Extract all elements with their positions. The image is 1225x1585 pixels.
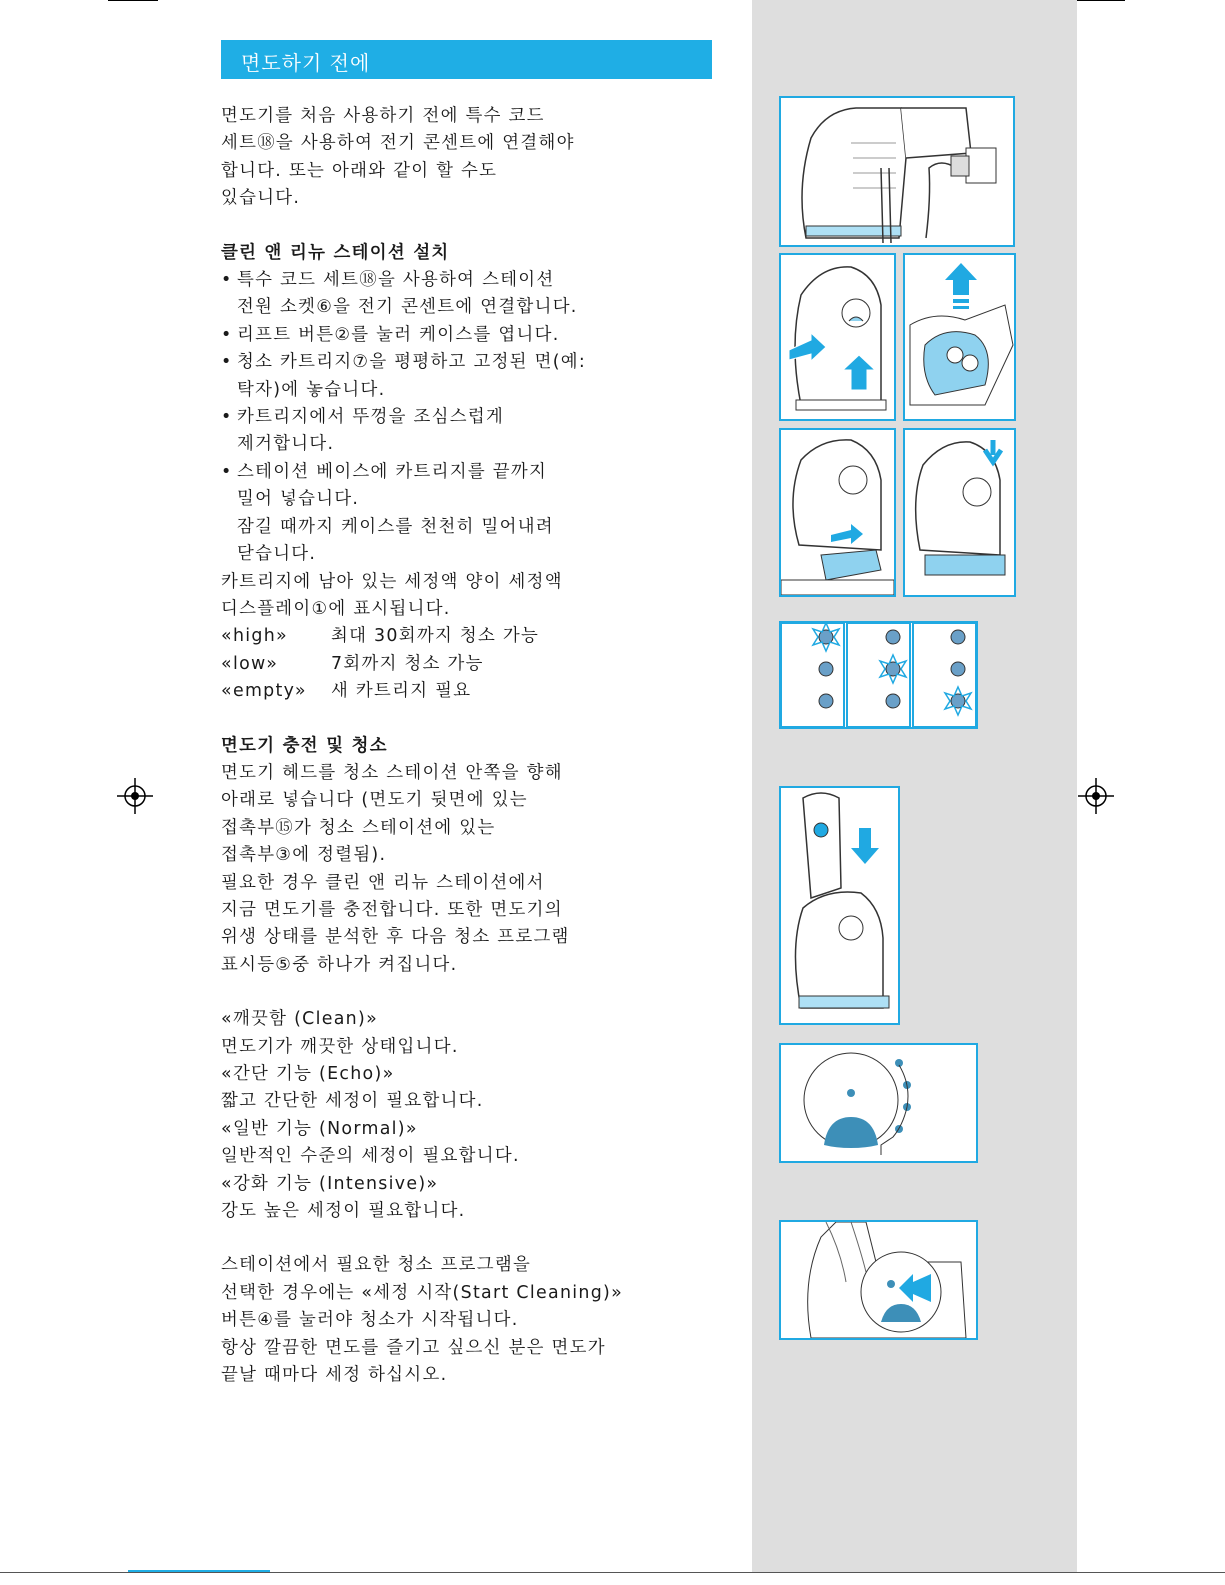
level-display-panel [779, 621, 978, 729]
charge-line: 표시등⑤중 하나가 켜집니다. [221, 954, 458, 975]
start-button-panel [779, 1220, 978, 1340]
final-line: 선택한 경우에는 «세정 시작(Start Cleaning)» [221, 1282, 624, 1303]
level-label: «low» [221, 653, 279, 674]
program-lights-panel [779, 1043, 978, 1163]
level-text: 7회까지 청소 가능 [331, 653, 484, 674]
install-heading: 클린 앤 리뉴 스테이션 설치 [221, 242, 450, 263]
program-name: «간단 기능 (Echo)» [221, 1064, 395, 1084]
cartridge-lid-illustration [905, 255, 1014, 419]
install-step-cont: 제거합니다. [237, 434, 335, 455]
program-name: «강화 기능 (Intensive)» [221, 1173, 439, 1194]
final-line: 스테이션에서 필요한 청소 프로그램을 [221, 1255, 532, 1276]
install-step: • 카트리지에서 뚜껑을 조심스럽게 [221, 404, 701, 431]
charge-line: 접촉부③에 정렬됨). [221, 845, 387, 866]
shaver-insert-illustration [781, 788, 898, 1023]
fluid-info-line: 디스플레이①에 표시됩니다. [221, 598, 451, 619]
charge-line: 지금 면도기를 충전합니다. 또한 면도기의 [221, 899, 563, 920]
level-label: «high» [221, 626, 288, 647]
charge-line: 접촉부⑮가 청소 스테이션에 있는 [221, 817, 496, 838]
shaver-insert-panel [779, 786, 900, 1025]
program-desc: 짧고 간단한 세정이 필요합니다. [221, 1091, 484, 1112]
program-desc: 강도 높은 세정이 필요합니다. [221, 1201, 466, 1222]
charge-line: 면도기 헤드를 청소 스테이션 안쪽을 향해 [221, 762, 563, 783]
registration-mark-icon [117, 778, 153, 814]
level-text: 최대 30회까지 청소 가능 [331, 626, 540, 647]
intro-line: 있습니다. [221, 188, 301, 209]
level-label: «empty» [221, 681, 307, 702]
section-title-bar [221, 40, 712, 79]
program-name: «깨끗함 (Clean)» [221, 1009, 379, 1030]
main-text-column [221, 103, 701, 1389]
charge-line: 위생 상태를 분석한 후 다음 청소 프로그램 [221, 927, 570, 948]
start-button-illustration [781, 1222, 976, 1338]
station-open-illustration [781, 255, 894, 419]
cartridge-insert-panel [779, 428, 896, 597]
section-title: 면도하기 전에 [241, 51, 371, 75]
page-bottom-accent [128, 1570, 270, 1572]
station-plug-panel [779, 96, 1015, 247]
level-text: 새 카트리지 필요 [331, 681, 472, 702]
install-close-line: 닫습니다. [237, 544, 317, 565]
final-line: 항상 깔끔한 면도를 즐기고 싶으신 분은 면도가 [221, 1337, 606, 1358]
level-row [221, 678, 701, 705]
program-name: «일반 기능 (Normal)» [221, 1118, 418, 1139]
charge-line: 아래로 넣습니다 (면도기 뒷면에 있는 [221, 790, 528, 811]
cartridge-insert-illustration [781, 430, 894, 595]
cartridge-lid-panel [903, 253, 1016, 421]
page-bottom-rule [0, 1572, 1225, 1573]
install-step-cont: 밀어 넣습니다. [237, 489, 360, 510]
install-step: • 스테이션 베이스에 카트리지를 끝까지 [221, 459, 701, 486]
intro-line: 면도기를 처음 사용하기 전에 특수 코드 [221, 106, 545, 126]
install-step: • 리프트 버튼②를 눌러 케이스를 엽니다. [221, 322, 701, 349]
install-close-line: 잠길 때까지 케이스를 천천히 밀어내려 [237, 516, 554, 537]
level-row [221, 651, 701, 678]
install-step: • 청소 카트리지⑦을 평평하고 고정된 면(예: [221, 349, 701, 376]
final-line: 끝날 때마다 세정 하십시오. [221, 1365, 448, 1386]
level-row [221, 623, 701, 650]
case-close-panel [903, 428, 1016, 597]
crop-mark [108, 0, 158, 1]
charge-heading: 면도기 충전 및 청소 [221, 735, 388, 756]
registration-mark-icon [1078, 778, 1114, 814]
final-line: 버튼④를 눌러야 청소가 시작됩니다. [221, 1310, 519, 1331]
station-plug-illustration [781, 98, 1013, 245]
charge-line: 필요한 경우 클린 앤 리뉴 스테이션에서 [221, 872, 545, 893]
install-step-cont: 탁자)에 놓습니다. [237, 379, 386, 400]
level-display-illustration [781, 623, 976, 727]
fluid-info-line: 카트리지에 남아 있는 세정액 양이 세정액 [221, 571, 563, 592]
install-step: • 특수 코드 세트⑱을 사용하여 스테이션 [221, 267, 701, 294]
install-step-cont: 전원 소켓⑥을 전기 콘센트에 연결합니다. [237, 297, 578, 318]
station-open-panel [779, 253, 896, 421]
crop-mark [1075, 0, 1125, 1]
program-desc: 면도기가 깨끗한 상태입니다. [221, 1036, 459, 1057]
program-desc: 일반적인 수준의 세정이 필요합니다. [221, 1146, 520, 1167]
program-lights-illustration [781, 1045, 976, 1161]
intro-line: 세트⑱을 사용하여 전기 콘센트에 연결해야 [221, 133, 575, 154]
intro-line: 합니다. 또는 아래와 같이 할 수도 [221, 160, 498, 181]
case-close-illustration [905, 430, 1014, 595]
